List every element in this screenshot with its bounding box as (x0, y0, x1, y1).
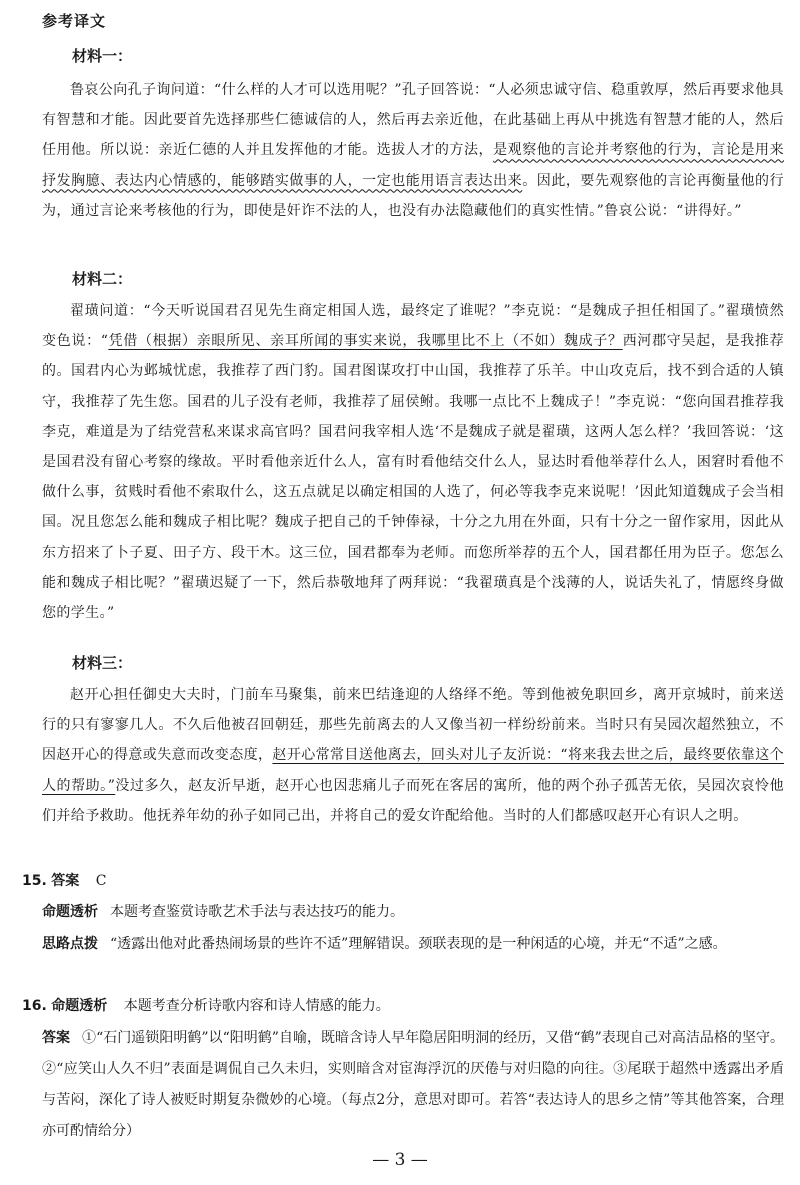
q15-hint-label: 思路点拨 (42, 936, 98, 952)
q16-answer-text: ①“石门遥锁阳明鹤”以“阳明鹤”自喻，既暗含诗人早年隐居阳明洞的经历，又借“鹤”表现自己对高洁品格的坚守。②“应笑山人久不归”表面是调侃自己久未归，实则暗含对宦海浮沉的厌倦与对归隐的向往。③尾联于超然中透露出矛盾与苦闷，深化了诗人被贬时期复杂微妙的心境。（每点2分，意思对即可。若答“表达诗人的思乡之情”等其他答案，合理亦可酌情给分） (42, 1030, 784, 1139)
material-one-underlined: 是观察他的言论并考察他的行为，言论是用来抒发胸臆、表达内心情感的，能够踏实做事的人，一定也能用语言表达出来 (42, 142, 784, 189)
material-two-text (42, 296, 784, 628)
material-two-title: 材料二： (72, 270, 133, 288)
material-two-text-part1: 翟璜问道：“今天听说国君召见先生商定相国人选，最终定了谁呢？”李克说：“是魏成子担任相国了。”翟璜愤然变色说：“ (42, 303, 784, 350)
material-one-title: 材料一： (72, 47, 133, 65)
q15-analysis-text: 本题考查鉴赏诗歌艺术手法与表达技巧的能力。 (110, 904, 404, 920)
q16-answer (42, 1023, 784, 1147)
q16-analysis-label: 命题透析 (51, 998, 108, 1014)
page-number: — 3 — (372, 1150, 428, 1170)
material-three-underlined: 赵开心常常目送他离去，回头对儿子友沂说：“将来我去世之后，最终要依靠这个人的帮助。” (42, 747, 784, 794)
material-three-text-part1: 赵开心担任御史大夫时，门前车马聚集，前来巴结逢迎的人络绎不绝。等到他被免职回乡，离开京城时，前来送行的只有寥寥几人。不久后他被召回朝廷，那些先前离去的人又像当初一样纷纷前来。当时只有吴园次超然独立，不因赵开心的得意或失意而改变态度， (42, 687, 784, 764)
material-three-text (42, 680, 784, 831)
q15-answer-line (22, 867, 782, 895)
material-two-text-part2: 西河郡守吴起，是我推荐的。国君内心为邺城忧虑，我推荐了西门豹。国君图谋攻打中山国，我推荐了乐羊。中山攻克后，找不到合适的人镇守，我推荐了先生您。国君的儿子没有老师，我推荐了屈侯鲋。我哪一点比不上魏成子！”李克说：“您向国君推荐我李克，难道是为了结党营私来谋求高官吗？国君问我宰相人选‘不是魏成子就是翟璜，这两人怎么样？’我回答说：‘这是国君没有留心考察的缘故。平时看他亲近什么人，富有时看他结交什么人，显达时看他举荐什么人，困窘时看他不做什么事，贫贱时看他不索取什么，这五点就足以确定相国的人选了，何必等我李克来说呢！’因此知道魏成子会当相国。况且您怎么能和魏成子相比呢？魏成子把自己的千钟俸禄，十分之九用在外面，只有十分之一留作家用，因此从东方招来了卜子夏、田子方、段干木。这三位，国君都奉为老师。而您所举荐的五个人，国君都任用为臣子。您怎么能和魏成子相比呢？”翟璜迟疑了一下，然后恭敬地拜了两拜说：“我翟璜真是个浅薄的人，说话失礼了，情愿终身做您的学生。” (42, 333, 784, 622)
material-one-text (42, 75, 784, 226)
q15-hint (42, 929, 784, 960)
q16-number: 16. (22, 998, 47, 1014)
material-two-underlined: 凭借（根据）亲眼所见、亲耳所闻的事实来说，我哪里比不上（不如）魏成子？ (108, 333, 623, 350)
material-one-text-part2: 。因此，要先观察他的言论再衡量他的行为，通过言论来考核他的行为，即使是奸诈不法的人，也没有办法隐藏他们的真实性情。”鲁哀公说：“讲得好。” (42, 172, 784, 219)
material-one-text-part1: 鲁哀公向孔子询问道：“什么样的人才可以选用呢？”孔子回答说：“人必须忠诚守信、稳重敦厚，然后再要求他具有智慧和才能。因此要首先选择那些仁德诚信的人，然后再去亲近他，在此基础上再从中挑选有智慧才能的人，然后任用他。所以说：亲近仁德的人并且发挥他的才能。选拔人才的方法， (42, 82, 784, 159)
q15-hint-text: “透露出他对此番热闹场景的些许不适”理解错误。颈联表现的是一种闲适的心境，并无“不适”之感。 (110, 936, 727, 952)
q15-analysis-label: 命题透析 (42, 904, 98, 920)
q15-answer-label: 答案 (51, 873, 80, 889)
q15-analysis (42, 897, 784, 928)
section-heading: 参考译文 (42, 12, 107, 30)
q16-answer-label: 答案 (42, 1030, 71, 1046)
q16-analysis-text: 本题考查分析诗歌内容和诗人情感的能力。 (123, 998, 390, 1014)
material-three-text-part2: 没过多久，赵友沂早逝，赵开心也因悲痛儿子而死在客居的寓所，他的两个孙子孤苦无依，吴园次哀怜他们并给予救助。他抚养年幼的孙子如同己出，并将自己的爱女许配给他。当时的人们都感叹赵开心有识人之明。 (42, 777, 784, 824)
q15-number: 15. (22, 873, 47, 889)
q15-answer: C (95, 873, 107, 889)
q16-analysis-line (22, 992, 782, 1020)
material-three-title: 材料三： (72, 654, 133, 672)
